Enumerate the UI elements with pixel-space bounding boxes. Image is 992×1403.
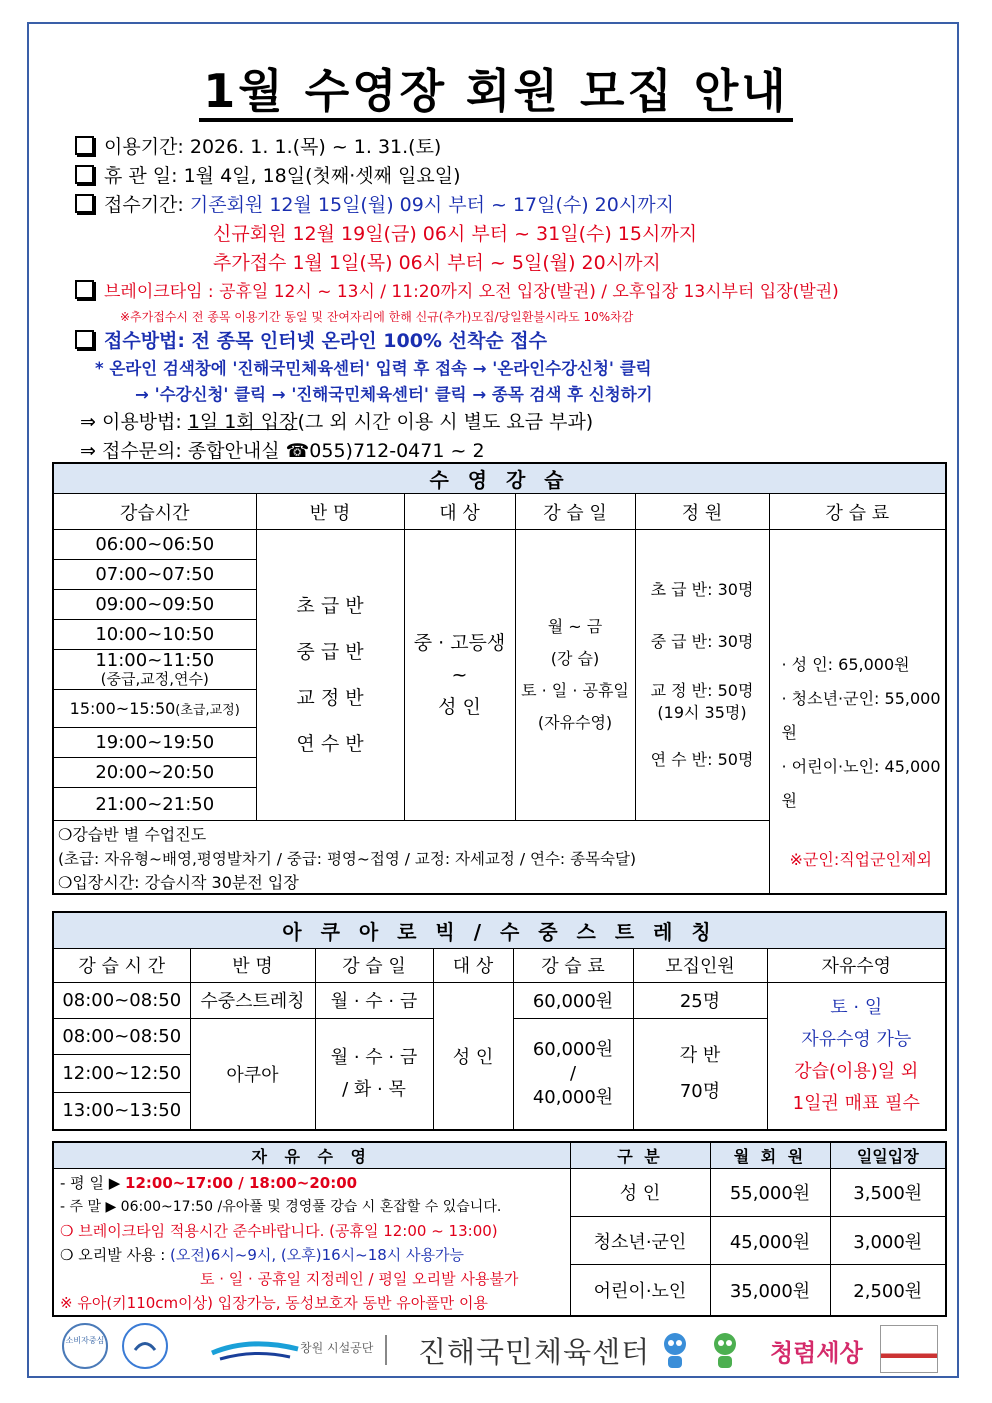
slogan-logo: 청렴세상: [770, 1339, 863, 1367]
col-target: 대 상: [433, 948, 513, 982]
col-time: 강 습 시 간: [53, 948, 190, 982]
days-cell: 월 · 수 · 금 / 화 · 목: [315, 1018, 433, 1130]
target-cell: 중 · 고등생 ~ 성 인: [404, 530, 515, 821]
class-intermediate: 중 급 반: [296, 641, 364, 663]
checkbox-icon: [75, 136, 94, 155]
entry-time: ❍입장시간: 강습시작 30분전 입장: [53, 870, 769, 894]
count-cell: 각 반 70명: [633, 1018, 767, 1130]
col-fee: 강 습 료: [513, 948, 633, 982]
class-correction: 교 정 반: [296, 687, 364, 709]
divider: [385, 1335, 387, 1365]
usage-method: ⇒ 이용방법: 1일 1회 입장(그 외 시간 이용 시 별도 요금 부과): [80, 411, 594, 433]
free-swim-table: [52, 1141, 947, 1317]
checkbox-icon: [75, 280, 94, 299]
class-list: [256, 530, 404, 821]
inquiry: ⇒ 접수문의: 종합안내실 ☎055)712-0471 ~ 2: [80, 440, 485, 462]
price-day: 2,500원: [830, 1265, 946, 1316]
method-note-1: * 온라인 검색창에 '진해국민체육센터' 입력 후 접속 → '온라인수강신청' 클릭: [95, 359, 652, 378]
time-cell: 07:00~07:50: [53, 560, 256, 590]
center-name: 진해국민체육센터: [418, 1335, 651, 1369]
target-cell: 성 인: [433, 982, 513, 1130]
time-cell: 08:00~08:50: [53, 1018, 190, 1054]
city-logo: [122, 1323, 168, 1369]
usage-period: 이용기간: 2026. 1. 1.(목) ~ 1. 31.(토): [75, 133, 955, 162]
free-swim-info: - 평 일 ▶ 12:00~17:00 / 18:00~20:00 - 주 말 ▶ 06:00~17:50 /유아풀 및 경영풀 강습 시 혼잡할 수 있습니다. ❍ 브레이크타임 적용시간 준수바랍니다. (공휴일 12:00 ~ 13:00) ❍ 오리발 사용 : (오전)6시~9시, (오후)16시~18시 사용가능 토 · 일 · 공휴일 지정레인 / 평일 오리발 사용불가 ※ 유아(키110cm이상) 입장가능, 동성보호자 동반 유아풀만 이용: [53, 1168, 570, 1316]
checkbox-icon: [75, 330, 94, 349]
time-cell: 08:00~08:50: [53, 982, 190, 1018]
award-logo: [880, 1325, 938, 1373]
count-cell: 25명: [633, 982, 767, 1018]
mascot-icon: [705, 1330, 745, 1370]
col-monthly: 월 회 원: [710, 1142, 830, 1168]
time-cell: 10:00~10:50: [53, 620, 256, 650]
col-target: 대 상: [404, 494, 515, 530]
time-cell: 11:00~11:50 (중급,교정,연수): [53, 650, 256, 690]
price-day: 3,000원: [830, 1216, 946, 1264]
checkbox-icon: [75, 194, 94, 213]
consumer-logo: 소비자중심: [62, 1323, 108, 1369]
time-cell: 09:00~09:50: [53, 590, 256, 620]
reception-method: 접수방법: 전 종목 인터넷 온라인 100% 선착순 접수: [75, 327, 955, 356]
price-month: 45,000원: [710, 1216, 830, 1264]
col-days: 강 습 일: [315, 948, 433, 982]
aqua-table: [52, 911, 947, 1131]
time-cell: 21:00~21:50: [53, 788, 256, 821]
mascot-icon: [655, 1330, 695, 1370]
col-time: 강습시간: [53, 494, 256, 530]
reception-period: 접수기간: 기존회원 12월 15일(월) 09시 부터 ~ 17일(수) 20시까지: [75, 191, 955, 220]
reception-new: 신규회원 12월 19일(금) 06시 부터 ~ 31일(수) 15시까지: [213, 223, 698, 245]
price-type: 성 인: [570, 1168, 710, 1216]
price-day: 3,500원: [830, 1168, 946, 1216]
reception-extra: 추가접수 1월 1일(목) 06시 부터 ~ 5일(월) 20시까지: [213, 252, 661, 274]
time-cell: 15:00~15:50(초급,교정): [53, 690, 256, 728]
free-swim-cell: 토 · 일 자유수영 가능 강습(이용)일 외 1일권 매표 필수: [767, 982, 946, 1130]
col-count: 모집인원: [633, 948, 767, 982]
days-cell: 월 · 수 · 금: [315, 982, 433, 1018]
corp-logo: 창원 시설공단: [210, 1335, 380, 1371]
closed-days: 휴 관 일: 1월 4일, 18일(첫째·셋째 일요일): [75, 162, 955, 191]
progress-title: ❍강습반 별 수업진도: [53, 821, 769, 846]
class-advanced: 연 수 반: [296, 733, 364, 755]
col-days: 강 습 일: [515, 494, 635, 530]
col-daily: 일일입장: [830, 1142, 946, 1168]
extra-note: ※추가접수시 전 종목 이용기간 동일 및 잔여자리에 한해 신규(추가)모집/당일환불시라도 10%차감: [120, 310, 634, 324]
class-cell: 수중스트레칭: [190, 982, 315, 1018]
swim-title: 수 영 강 습: [53, 463, 946, 494]
free-swim-title: 자 유 수 영: [53, 1142, 570, 1168]
swim-table: [52, 462, 947, 895]
fee-cell: · 성 인: 65,000원 · 청소년·군인: 55,000원 · 어린이·노인: 45,000원 ※군인:직업군인제외: [769, 530, 946, 894]
capacity-cell: 초 급 반: 30명 중 급 반: 30명 교 정 반: 50명 (19시 35명) 연 수 반: 50명: [635, 530, 769, 821]
page-title: 1월 수영장 회원 모집 안내: [0, 55, 992, 121]
price-type: 청소년·군인: [570, 1216, 710, 1264]
progress-detail: (초급: 자유형~배영,평영발차기 / 중급: 평영~접영 / 교정: 자세교정 / 연수: 종목숙달): [53, 846, 769, 870]
class-cell: 아쿠아: [190, 1018, 315, 1130]
method-note-2: → '수강신청' 클릭 → '진해국민체육센터' 클릭 → 종목 검색 후 신청하기: [135, 385, 653, 404]
time-cell: 12:00~12:50: [53, 1054, 190, 1092]
info-section: [75, 133, 955, 466]
col-type: 구 분: [570, 1142, 710, 1168]
checkbox-icon: [75, 165, 94, 184]
col-class: 반 명: [256, 494, 404, 530]
col-class: 반 명: [190, 948, 315, 982]
break-time: 브레이크타임 : 공휴일 12시 ~ 13시 / 11:20까지 오전 입장(발권) / 오후입장 13시부터 입장(발권): [75, 278, 955, 307]
time-cell: 19:00~19:50: [53, 728, 256, 758]
fee-cell: 60,000원: [513, 982, 633, 1018]
price-month: 55,000원: [710, 1168, 830, 1216]
col-capacity: 정 원: [635, 494, 769, 530]
time-cell: 06:00~06:50: [53, 530, 256, 560]
col-fee: 강 습 료: [769, 494, 946, 530]
aqua-title: 아 쿠 아 로 빅 / 수 중 스 트 레 칭: [53, 912, 946, 948]
price-type: 어린이·노인: [570, 1265, 710, 1316]
days-cell: 월 ~ 금 (강 습) 토 · 일 · 공휴일 (자유수영): [515, 530, 635, 821]
class-beginner: 초 급 반: [296, 595, 364, 617]
price-month: 35,000원: [710, 1265, 830, 1316]
time-cell: 20:00~20:50: [53, 758, 256, 788]
col-free-swim: 자유수영: [767, 948, 946, 982]
fee-cell: 60,000원 / 40,000원: [513, 1018, 633, 1130]
time-cell: 13:00~13:50: [53, 1092, 190, 1130]
